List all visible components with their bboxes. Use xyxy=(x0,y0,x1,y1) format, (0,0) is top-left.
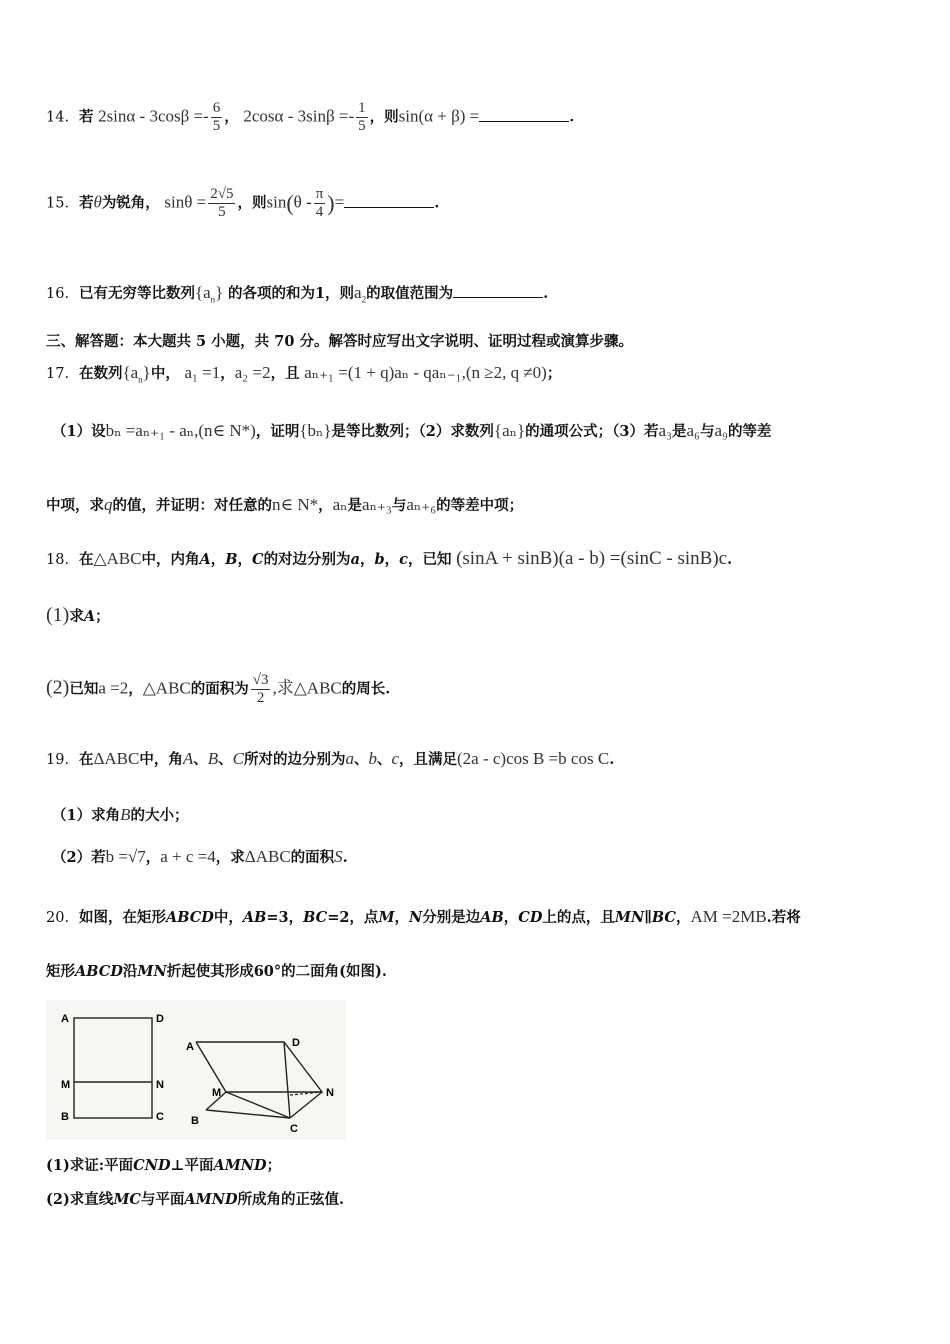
question-20-cont: 矩形ABCD沿MN折起使其形成60°的二面角(如图). xyxy=(46,963,387,980)
question-17: 17．在数列$\{a_n\}$中， a₁ =1，a₂ =2，且 aₙ₊₁ =(1 + q)aₙ - qaₙ₋₁,(n ≥2, q ≠0)； xyxy=(46,363,562,385)
answer-blank xyxy=(479,107,569,122)
question-20-part1: (1)求证:平面CND⊥平面AMND； xyxy=(46,1157,282,1174)
q14-eq3: sin(α + β) = xyxy=(398,106,480,126)
fold-label-d: D xyxy=(292,1037,300,1049)
q14-eq1: 2sinα - 3cosβ =- xyxy=(98,106,209,126)
fold-label-a: A xyxy=(186,1041,194,1053)
fold-label-n: N xyxy=(326,1087,334,1099)
q15-number: 15． xyxy=(46,195,79,212)
q14-number: 14． xyxy=(46,109,79,126)
question-19-part1: （1）求角B的大小； xyxy=(52,805,189,824)
label-m: M xyxy=(61,1079,71,1091)
question-18-part1: (1)求A； xyxy=(46,604,110,626)
question-20: 20．如图，在矩形ABCD中，AB=3，BC=2，点M，N分别是边AB，CD上的点，且MN∥BC，AM =2MB.若将 xyxy=(46,907,801,926)
fold-label-b: B xyxy=(191,1115,199,1127)
label-c: C xyxy=(156,1111,164,1123)
question-17-parts: （1）设bₙ =aₙ₊₁ - aₙ,(n∈ N*)，证明{bₙ}是等比数列；（2）求数列{aₙ}的通项公式；（3）若a₃是a₆与a₉的等差 xyxy=(52,421,772,440)
fold-figure xyxy=(46,1000,346,1140)
q16-number: 16． xyxy=(46,286,79,302)
label-n: N xyxy=(156,1079,164,1091)
question-20-part2: (2)求直线MC与平面AMND所成角的正弦值. xyxy=(46,1191,345,1208)
label-a: A xyxy=(61,1013,69,1025)
label-d: D xyxy=(156,1013,164,1025)
question-17-cont: 中项，求q的值，并证明：对任意的n∈ N*，aₙ是aₙ₊₃与aₙ₊₆的等差中项； xyxy=(46,495,524,514)
answer-blank xyxy=(344,193,434,208)
question-16: 16．已有无穷等比数列$\{a_n\}$ 的各项的和为1，则$a_2$的取值范围为 . xyxy=(46,283,549,305)
question-18-part2: (2)已知a =2，△ABC的面积为 $\frac{√3}{2}$ ,求△ABC的周长. xyxy=(46,672,391,706)
question-19-part2: （2）若b =√7，a + c =4，求ΔABC的面积S. xyxy=(52,847,348,866)
section-header: 三、解答题：本大题共 5 小题，共 70 分。解答时应写出文字说明、证明过程或演算步骤。 xyxy=(46,333,633,350)
answer-blank xyxy=(453,283,543,298)
question-14: 14．若 2sinα - 3cosβ =- $\frac{6}{5}$ ， 2cosα - 3sinβ =- $\frac{1}{5}$ ，则sin(α + β) = . xyxy=(46,100,575,134)
fold-label-m: M xyxy=(212,1087,222,1099)
label-b: B xyxy=(61,1111,69,1123)
q14-eq2: 2cosα - 3sinβ =- xyxy=(243,106,355,126)
question-19: 19．在ΔABC中，角A、B、C所对的边分别为a、b、c，且满足(2a - c)cos B =b cos C. xyxy=(46,749,615,768)
question-18: 18．在△ABC中，内角A，B，C的对边分别为a，b，c，已知 (sinA + sinB)(a - b) =(sinC - sinB)c. xyxy=(46,548,733,569)
fold-label-c: C xyxy=(290,1123,298,1135)
question-15: 15．若θ为锐角， sinθ = $\frac{2√5}{5}$ ，则sin(θ - $\frac{\pi}{4}$ )= . xyxy=(46,186,440,220)
